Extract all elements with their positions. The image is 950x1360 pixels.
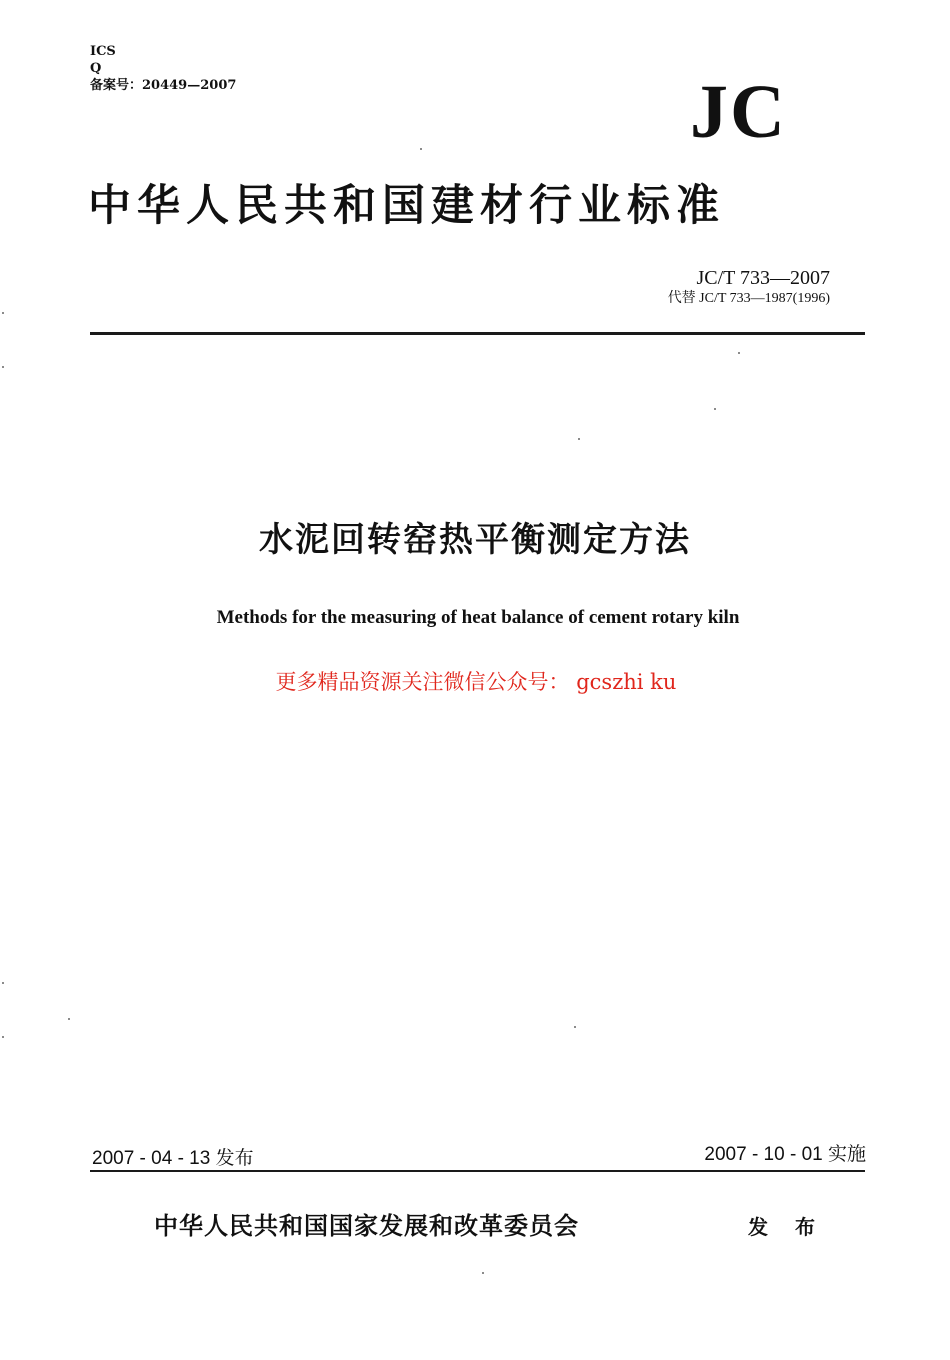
- scan-speck: [2, 982, 4, 984]
- scan-speck: [578, 438, 580, 440]
- scan-speck: [68, 1018, 70, 1020]
- top-divider: [90, 332, 865, 335]
- promo-text: 更多精品资源关注微信公众号： gcszhi ku: [275, 670, 677, 694]
- record-number: 备案号：20449—2007: [90, 78, 237, 93]
- effective-date: 2007 - 10 - 01 实施: [704, 1144, 866, 1165]
- replaces-standard: 代替 JC/T 733—1987(1996): [667, 291, 830, 306]
- publisher-name: 中华人民共和国国家发展和改革委员会: [154, 1212, 579, 1240]
- classification-code: Q: [90, 61, 102, 76]
- publish-label: 发 布: [748, 1215, 825, 1239]
- scan-speck: [2, 1036, 4, 1038]
- ics-label: ICS: [90, 44, 116, 59]
- scan-speck: [574, 1026, 576, 1028]
- scan-speck: [2, 312, 4, 314]
- scan-speck: [714, 408, 716, 410]
- scan-speck: [2, 366, 4, 368]
- bottom-divider: [90, 1170, 865, 1172]
- scan-speck: [738, 352, 740, 354]
- issue-date: 2007 - 04 - 13 发布: [92, 1148, 254, 1169]
- scan-speck: [482, 1272, 484, 1274]
- document-title-en: Methods for the measuring of heat balance of cement rotary kiln: [216, 607, 740, 628]
- jc-logo: JC: [690, 70, 787, 154]
- standard-category-title: 中华人民共和国建材行业标准: [88, 181, 725, 231]
- scan-speck: [420, 148, 422, 150]
- standard-number: JC/T 733—2007: [696, 267, 830, 289]
- document-title-cn: 水泥回转窑热平衡测定方法: [259, 520, 691, 560]
